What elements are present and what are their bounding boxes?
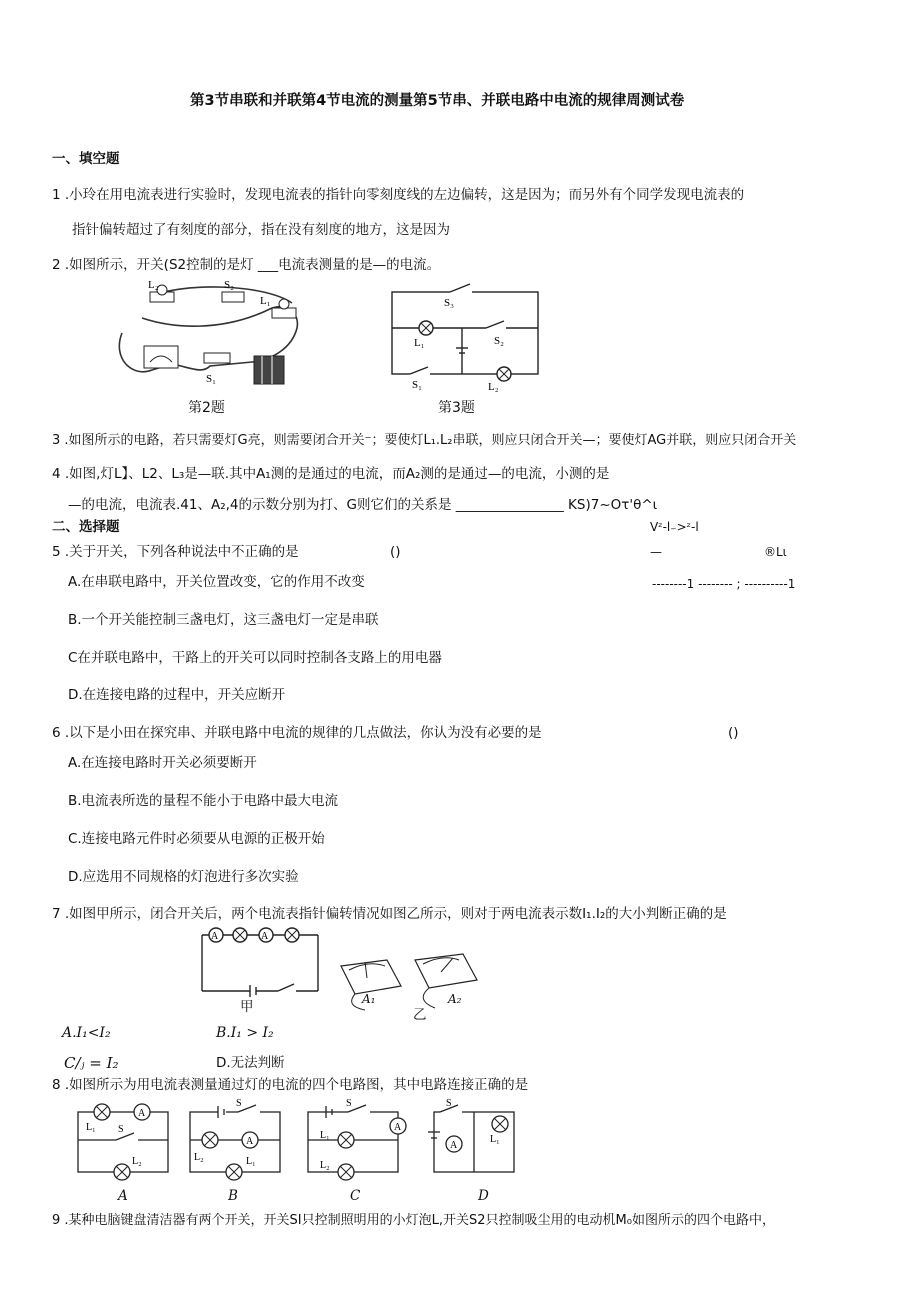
figure-q8-label-c: C	[350, 1188, 361, 1204]
svg-text:A: A	[246, 1136, 254, 1147]
section-heading-multiple-choice: 二、选择题	[52, 519, 120, 535]
question-7-option-d: D.无法判断	[216, 1055, 285, 1071]
svg-text:L₁: L₁	[260, 295, 271, 307]
figure-q3-schematic	[390, 290, 540, 393]
page-title: 第3节串联和并联第4节电流的测量第5节串、并联电路中电流的规律周测试卷	[190, 93, 685, 109]
figure-q8-circuit-c	[306, 1100, 402, 1176]
svg-text:S₃: S₃	[444, 297, 454, 309]
svg-text:S₁: S₁	[412, 379, 422, 391]
side-note-2: —	[650, 545, 662, 559]
figure-q8-label-d: D	[478, 1188, 489, 1204]
svg-text:L₁: L₁	[246, 1156, 256, 1167]
figure-q7-jia-circuit	[200, 925, 320, 995]
question-6-option-c: C.连接电路元件时必须要从电源的正极开始	[68, 831, 325, 847]
figure-q7-meter-1-label: A₁	[362, 992, 376, 1006]
question-5-option-d: D.在连接电路的过程中，开关应断开	[68, 687, 286, 703]
question-6-paren: ()	[728, 725, 739, 741]
svg-text:A: A	[450, 1140, 458, 1151]
question-7-stem: 7 .如图甲所示，闭合开关后，两个电流表指针偏转情况如图乙所示，则对于两电流表示数I₁.I₂的大小判断正确的是	[52, 906, 727, 922]
svg-text:L₂: L₂	[488, 381, 499, 393]
question-9: 9 .某种电脑键盘清洁器有两个开关，开关SI只控制照明用的小灯泡L,开关S2只控制吸尘用的电动机M₀如图所示的四个电路中，	[52, 1213, 775, 1228]
question-6-stem: 6 .以下是小田在探究串、并联电路中电流的规律的几点做法，你认为没有必要的是	[52, 725, 542, 741]
question-1-line-1: 1 .小玲在用电流表进行实验时，发现电流表的指针向零刻度线的左边偏转，这是因为；而另外有个同学发现电流表的	[52, 187, 745, 203]
svg-text:L₁: L₁	[414, 337, 425, 349]
svg-text:A: A	[211, 931, 219, 942]
question-6-option-d: D.应选用不同规格的灯泡进行多次实验	[68, 869, 299, 885]
figure-caption-q3: 第3题	[438, 400, 475, 416]
figure-q7-label-yi: 乙	[413, 1007, 427, 1023]
svg-text:S: S	[236, 1098, 242, 1109]
question-6-option-a: A.在连接电路时开关必须要断开	[68, 755, 257, 771]
section-heading-fill-blank: 一、填空题	[52, 151, 120, 167]
svg-text:S: S	[446, 1098, 452, 1109]
svg-text:S: S	[118, 1124, 124, 1135]
figure-q8-label-a: A	[118, 1188, 128, 1204]
question-2: 2 .如图所示，开关(S2控制的是灯 ___电流表测量的是—的电流。	[52, 257, 441, 273]
side-note-1: Vᶻ-l₋>ᶻ-l	[650, 520, 699, 534]
figure-caption-q2: 第2题	[188, 400, 225, 416]
svg-text:L₂: L₂	[194, 1152, 204, 1163]
question-8-stem: 8 .如图所示为用电流表测量通过灯的电流的四个电路图，其中电路连接正确的是	[52, 1077, 529, 1093]
question-3: 3 .如图所示的电路，若只需要灯G亮，则需要闭合开关⁻；要使灯L₁.L₂串联，则应只闭合开关—；要使灯AG并联，则应只闭合开关	[52, 433, 797, 448]
figure-q7-label-jia: 甲	[240, 999, 254, 1015]
question-4-line-1: 4 .如图,灯L】、L2、L₃是—联.其中A₁测的是通过的电流，而A₂测的是通过—的电流，小测的是	[52, 466, 610, 482]
question-5-option-a: A.在串联电路中，开关位置改变，它的作用不改变	[68, 574, 365, 590]
svg-text:L₁: L₁	[86, 1122, 96, 1133]
svg-text:L₂: L₂	[132, 1156, 142, 1167]
question-5-option-b: B.一个开关能控制三盏电灯，这三盏电灯一定是串联	[68, 612, 379, 628]
svg-text:S₂: S₂	[494, 335, 504, 347]
question-5-option-c: C在并联电路中，干路上的开关可以同时控制各支路上的用电器	[68, 650, 442, 666]
question-7-option-a: A.I₁<I₂	[62, 1025, 111, 1041]
svg-text:L₁: L₁	[320, 1130, 330, 1141]
figure-q8-label-b: B	[228, 1188, 238, 1204]
svg-text:L₂: L₂	[320, 1160, 330, 1171]
question-6-option-b: B.电流表所选的量程不能小于电路中最大电流	[68, 793, 339, 809]
svg-text:L₁: L₁	[490, 1134, 500, 1145]
side-note-4: --------1 -------- ; ----------1	[652, 577, 796, 591]
question-1-line-2: 指针偏转超过了有刻度的部分，指在没有刻度的地方，这是因为	[72, 222, 450, 238]
question-7-option-c: C/ⱼ = I₂	[64, 1054, 119, 1072]
svg-text:S₂: S₂	[224, 279, 234, 291]
svg-text:S₁: S₁	[206, 373, 216, 385]
svg-text:L₂: L₂	[148, 279, 159, 291]
side-note-3: ®Lι	[764, 545, 787, 559]
svg-text:A: A	[261, 931, 269, 942]
question-4-line-2: —的电流，电流表.41、A₂,4的示数分别为打、G则它们的关系是 ________________ KS)7~Oτ'θ^ι	[68, 497, 658, 513]
figure-q7-meter-2-label: A₂	[448, 992, 462, 1006]
figure-q8-circuit-b	[188, 1100, 284, 1176]
figure-q8-circuit-d	[424, 1100, 520, 1176]
question-5-stem: 5 .关于开关，下列各种说法中不正确的是	[52, 544, 299, 560]
svg-text:A: A	[138, 1108, 146, 1119]
svg-text:A: A	[394, 1122, 402, 1133]
figure-q7-yi-meters	[335, 940, 485, 1010]
svg-text:S: S	[346, 1098, 352, 1109]
figure-q2-physical-circuit	[112, 278, 312, 388]
question-7-option-b: B.I₁ > I₂	[216, 1025, 274, 1041]
question-5-paren: ()	[390, 544, 401, 560]
figure-q8-circuit-a	[76, 1100, 172, 1176]
